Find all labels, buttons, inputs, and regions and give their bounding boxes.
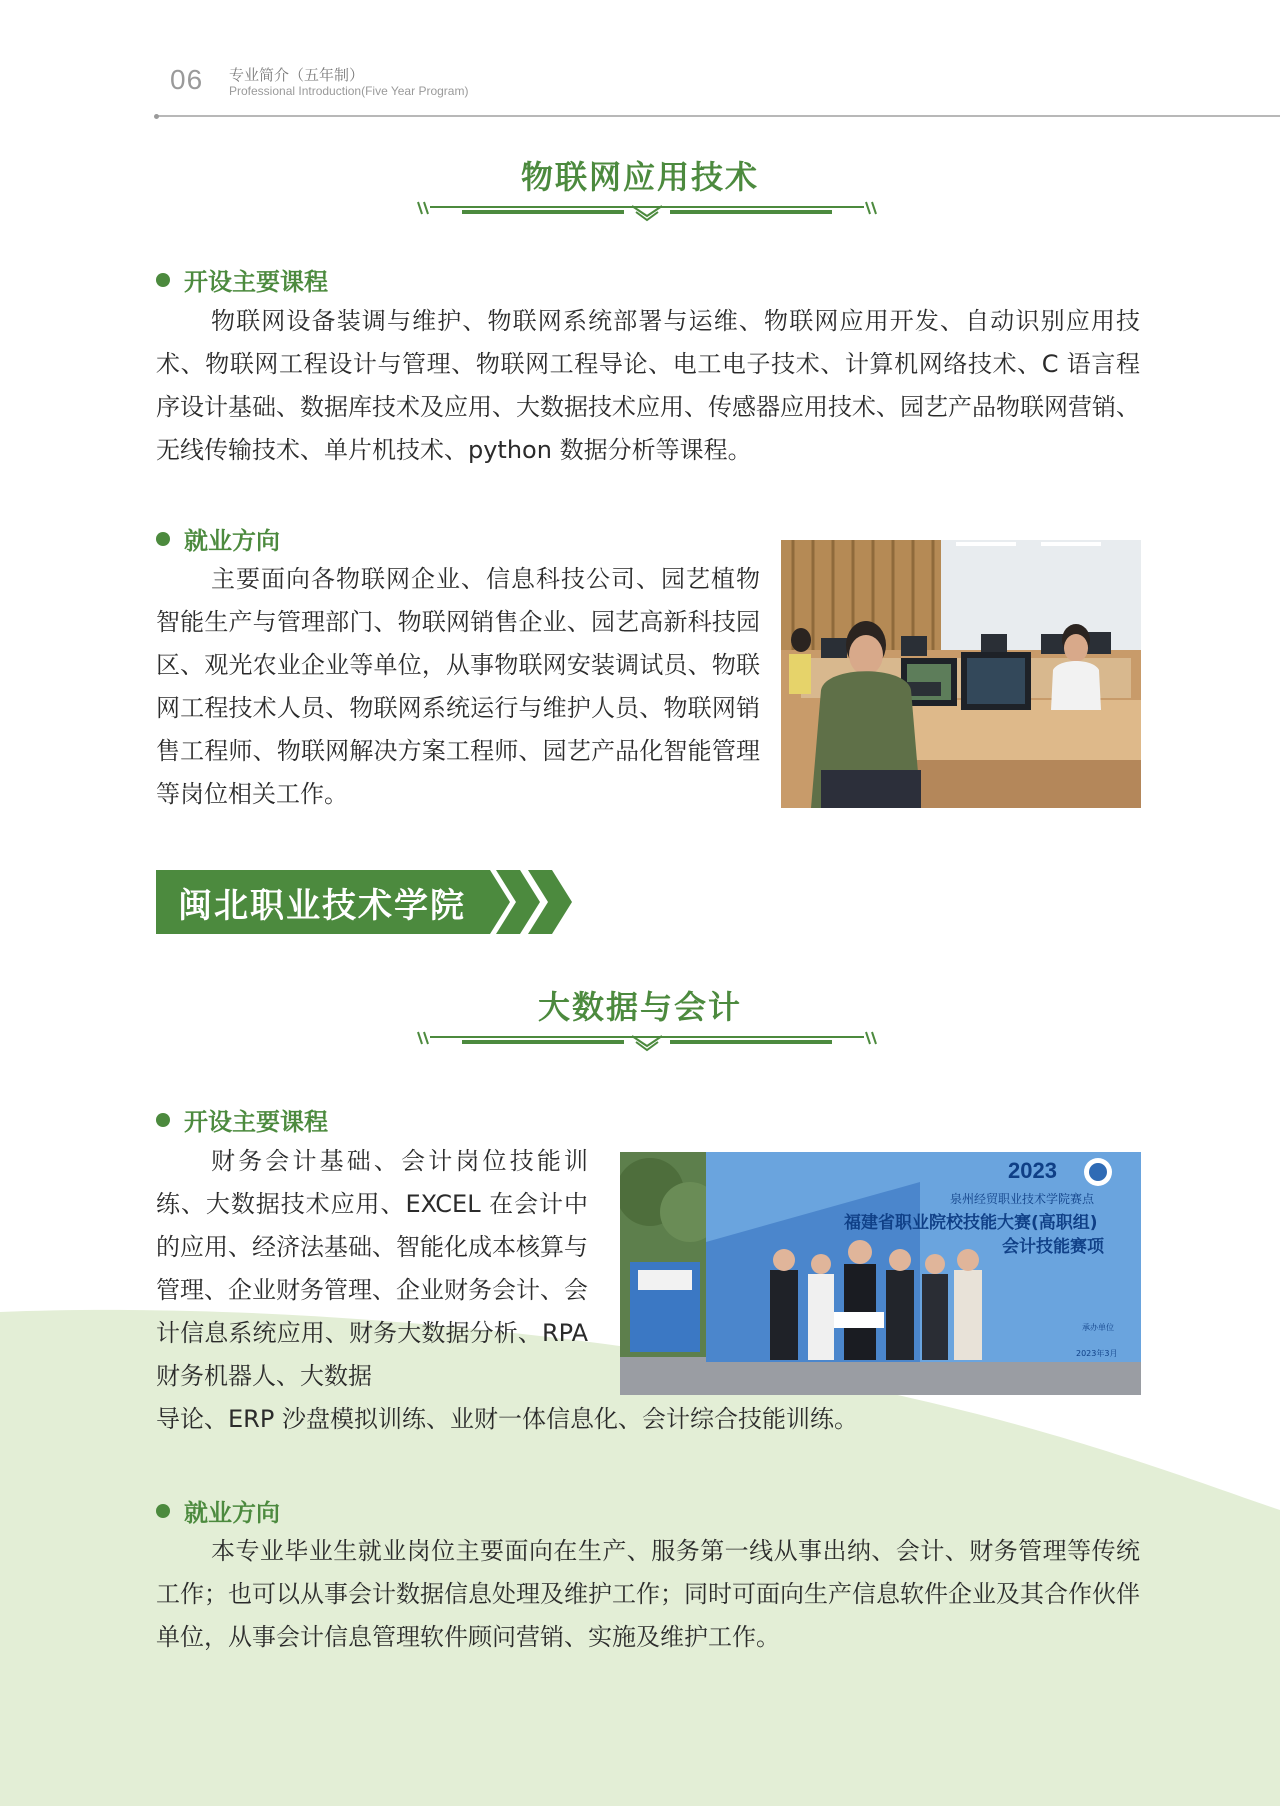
section-title-accounting: 大数据与会计: [537, 988, 742, 1026]
courses-text-accounting-tail: 导论、ERP 沙盘模拟训练、业财一体信息化、会计综合技能训练。: [156, 1405, 858, 1433]
bullet-dot: [156, 532, 170, 546]
photo-line3: 会计技能赛项: [1002, 1237, 1104, 1257]
header-title-en: Professional Introduction(Five Year Program): [229, 84, 469, 98]
career-heading-accounting-label: 就业方向: [184, 1499, 280, 1527]
photo-year: 2023: [1008, 1158, 1057, 1183]
school-name: 闽北职业技术学院: [178, 886, 466, 926]
courses-text-accounting: 财务会计基础、会计岗位技能训练、大数据技术应用、EXCEL 在会计中的应用、经济法基础、智能化成本核算与管理、企业财务管理、企业财务会计、会计信息系统应用、财务大数据分析、RPA 财务机器人、大数据: [156, 1147, 588, 1390]
courses-heading-iot-label: 开设主要课程: [184, 268, 328, 296]
header-rule: [156, 115, 1280, 117]
page-number: 06: [170, 64, 204, 95]
section-title-iot: 物联网应用技术: [520, 158, 759, 196]
title-ornament: [414, 198, 880, 222]
courses-heading-accounting-label: 开设主要课程: [184, 1108, 328, 1136]
bullet-dot: [156, 1113, 170, 1127]
header-rule-dot: [154, 114, 159, 119]
competition-photo-backdrop: [620, 1152, 1141, 1395]
competition-photo: [620, 1152, 1141, 1395]
courses-heading-accounting: [156, 1102, 328, 1137]
career-text-accounting: 本专业毕业生就业岗位主要面向在生产、服务第一线从事出纳、会计、财务管理等传统工作；也可以从事会计数据信息处理及维护工作；同时可面向生产信息软件企业及其合作伙伴单位，从事会计信息管理软件顾问营销、实施及维护工作。: [156, 1537, 1140, 1651]
courses-heading-iot: [156, 262, 328, 297]
bullet-dot: [156, 1504, 170, 1518]
career-heading-iot-label: 就业方向: [184, 527, 280, 555]
photo-organizer-label: 承办单位: [1082, 1323, 1114, 1332]
photo-line2: 福建省职业院校技能大赛(高职组): [844, 1213, 1098, 1233]
career-heading-iot: [156, 521, 280, 556]
photo-date: 2023年3月: [1076, 1349, 1118, 1358]
career-text-iot: 主要面向各物联网企业、信息科技公司、园艺植物智能生产与管理部门、物联网销售企业、园艺高新科技园区、观光农业企业等单位，从事物联网安装调试员、物联网工程技术人员、物联网系统运行与维护人员、物联网销售工程师、物联网解决方案工程师、园艺产品化智能管理等岗位相关工作。: [156, 565, 760, 808]
courses-text-iot: 物联网设备装调与维护、物联网系统部署与运维、物联网应用开发、自动识别应用技术、物联网工程设计与管理、物联网工程导论、电工电子技术、计算机网络技术、C 语言程序设计基础、数据库技术及应用、大数据技术应用、传感器应用技术、园艺产品物联网营销、无线传输技术、单片机技术、python 数据分析等课程。: [156, 307, 1140, 464]
computer-lab-photo: [781, 540, 1141, 808]
title-ornament: [414, 1028, 880, 1052]
photo-line1: 泉州经贸职业技术学院赛点: [950, 1192, 1095, 1206]
header-title-cn: 专业简介（五年制）: [229, 66, 365, 84]
bullet-dot: [156, 273, 170, 287]
career-heading-accounting: [156, 1493, 280, 1528]
